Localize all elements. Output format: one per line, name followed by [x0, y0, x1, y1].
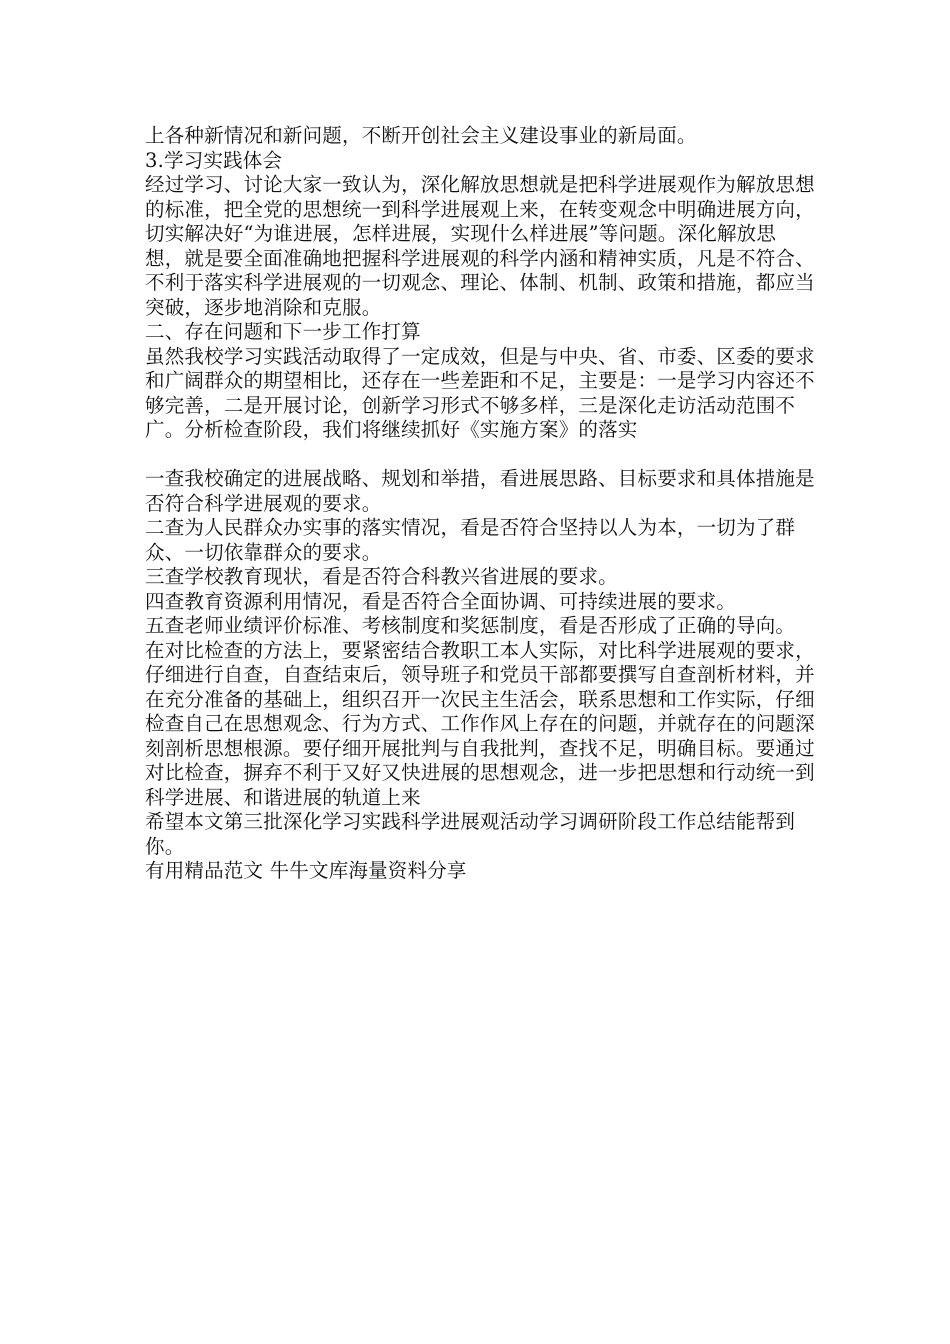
paragraph-check-one: 一查我校确定的进展战略、规划和举措，看进展思路、目标要求和具体措施是否符合科学进展观的要求。 [145, 467, 815, 515]
paragraph-comparison-method: 在对比检查的方法上，要紧密结合教职工本人实际，对比科学进展观的要求，仔细进行自查，自查结束后，领导班子和党员干部都要撰写自查剖析材料，并在充分准备的基础上，组织召开一次民主生活会，联系思想和工作实际，仔细检查自己在思想观念、行为方式、工作作风上存在的问题，并就存在的问题深刻剖析思想根源。要仔细开展批判与自我批判，查找不足，明确目标。要通过对比检查，摒弃不利于又好又快进展的思想观念，进一步把思想和行动统一到科学进展、和谐进展的轨道上来 [145, 638, 815, 809]
document-body [145, 124, 815, 884]
paragraph-problems: 虽然我校学习实践活动取得了一定成效，但是与中央、省、市委、区委的要求和广阔群众的期望相比，还存在一些差距和不足，主要是：一是学习内容还不够完善，二是开展讨论，创新学习形式不够多样，三是深化走访活动范围不广。分析检查阶段，我们将继续抓好《实施方案》的落实 [145, 344, 815, 441]
paragraph-closing-wish: 希望本文第三批深化学习实践科学进展观活动学习调研阶段工作总结能帮到你。 [145, 810, 796, 858]
section-heading-problems-plans: 二、存在问题和下一步工作打算 [145, 320, 421, 343]
paragraph-check-five: 五查老师业绩评价标准、考核制度和奖惩制度，看是否形成了正确的导向。 [145, 614, 796, 637]
paragraph-intro-end: 上各种新情况和新问题，不断开创社会主义建设事业的新局面。 [145, 124, 697, 147]
blank-line [145, 443, 815, 468]
paragraph-check-two: 二查为人民群众办实事的落实情况，看是否符合坚持以人为本，一切为了群众、一切依靠群众的要求。 [145, 516, 796, 564]
section-heading-study-practice: 3.学习实践体会 [145, 148, 283, 172]
paragraph-check-four: 四查教育资源利用情况，看是否符合全面协调、可持续进展的要求。 [145, 589, 737, 613]
paragraph-study-experience: 经过学习、讨论大家一致认为，深化解放思想就是把科学进展观作为解放思想的标准，把全党的思想统一到科学进展观上来，在转变观念中明确进展方向，切实解决好“为谁进展，怎样进展，实现什么样进展”等问题。深化解放思想，就是要全面准确地把握科学进展观的科学内涵和精神实质，凡是不符合、不利于落实科学进展观的一切观念、理论、体制、机制、政策和措施，都应当突破，逐步地消除和克服。 [145, 173, 815, 319]
paragraph-check-three: 三查学校教育现状，看是否符合科教兴省进展的要求。 [145, 565, 618, 588]
footer-tagline: 有用精品范文 牛牛文库海量资料分享 [145, 859, 467, 882]
